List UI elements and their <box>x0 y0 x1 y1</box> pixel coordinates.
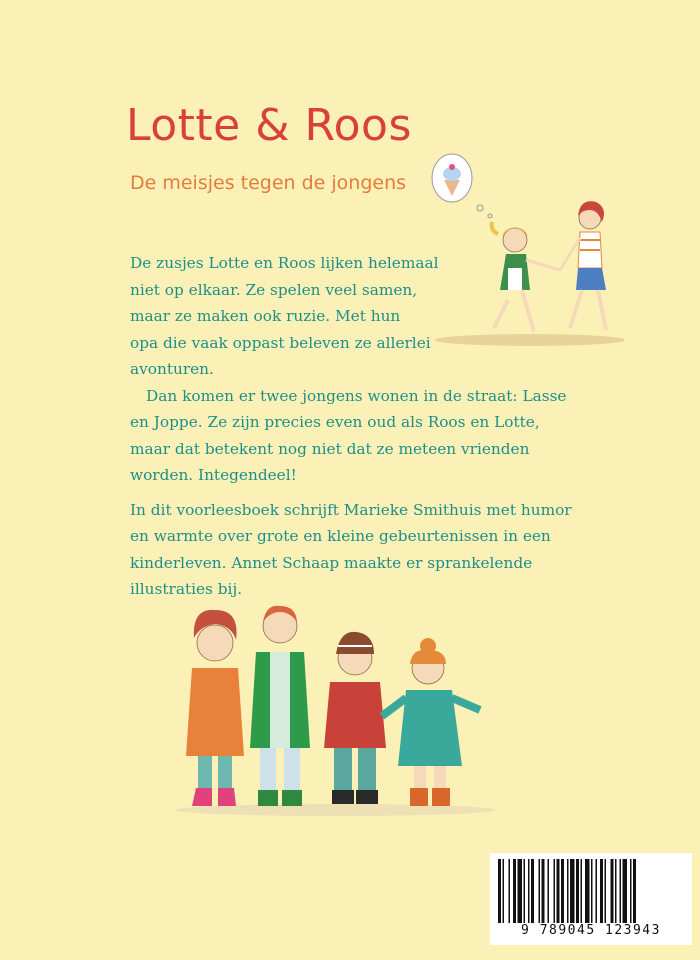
barcode-bar <box>518 859 523 923</box>
barcode-bar <box>561 859 564 923</box>
barcode-bar <box>528 859 530 923</box>
blurb-line: Dan komen er twee jongens wonen in de straat: Lasse <box>146 386 567 405</box>
book-title: Lotte & Roos <box>126 100 412 151</box>
book-subtitle: De meisjes tegen de jongens <box>130 172 407 194</box>
barcode-bar <box>542 859 545 923</box>
blurb-line: De zusjes Lotte en Roos lijken helemaal <box>130 254 439 272</box>
barcode-bar <box>548 859 550 923</box>
isbn-number: 9 789045 123943 <box>521 923 661 938</box>
barcode-bar <box>581 859 583 923</box>
four-children-in-winter-coats-illustration <box>170 598 500 818</box>
barcode-bar <box>554 859 556 923</box>
barcode-bar <box>498 859 501 923</box>
barcode-bar <box>600 859 603 923</box>
barcode-bar <box>633 859 636 923</box>
barcode-bar <box>513 859 516 923</box>
barcode-bar <box>615 859 617 923</box>
barcode-bar <box>605 859 607 923</box>
barcode-bar <box>557 859 560 923</box>
blurb-line: kinderleven. Annet Schaap maakte er sprankelende <box>130 553 533 572</box>
barcode-bar <box>567 859 569 923</box>
barcode-bar <box>611 859 614 923</box>
blurb-text <box>130 250 690 603</box>
barcode-bar <box>570 859 575 923</box>
barcode-bar <box>531 859 534 923</box>
blurb-line: opa die vaak oppast beleven ze allerlei <box>130 333 431 352</box>
barcode-bar <box>524 859 526 923</box>
blurb-line: en warmte over grote en kleine gebeurtenissen in een <box>130 527 551 545</box>
barcode-bar <box>576 859 579 923</box>
barcode-bar <box>596 859 598 923</box>
blurb-line: niet op elkaar. Ze spelen veel samen, <box>130 280 418 299</box>
barcode-bar <box>620 859 622 923</box>
barcode-bar <box>630 859 632 923</box>
barcode-bars <box>498 859 684 923</box>
blurb-line: en Joppe. Ze zijn precies even oud als Roos en Lotte, <box>130 413 540 431</box>
barcode-bar <box>623 859 628 923</box>
barcode-bar <box>503 859 505 923</box>
blurb-line: maar ze maken ook ruzie. Met hun <box>130 307 401 325</box>
barcode-bar <box>509 859 511 923</box>
blurb-line: maar dat betekent nog niet dat ze meteen vrienden <box>130 439 530 458</box>
blurb-line: In dit voorleesboek schrijft Marieke Smithuis met humor <box>130 500 572 519</box>
blurb-line: avonturen. <box>130 360 214 378</box>
isbn-barcode <box>490 853 692 945</box>
blurb-line: illustraties bij. <box>130 580 243 598</box>
barcode-bar <box>585 859 590 923</box>
blurb-line: worden. Integendeel! <box>130 466 297 484</box>
barcode-bar <box>591 859 593 923</box>
barcode-bar <box>539 859 541 923</box>
